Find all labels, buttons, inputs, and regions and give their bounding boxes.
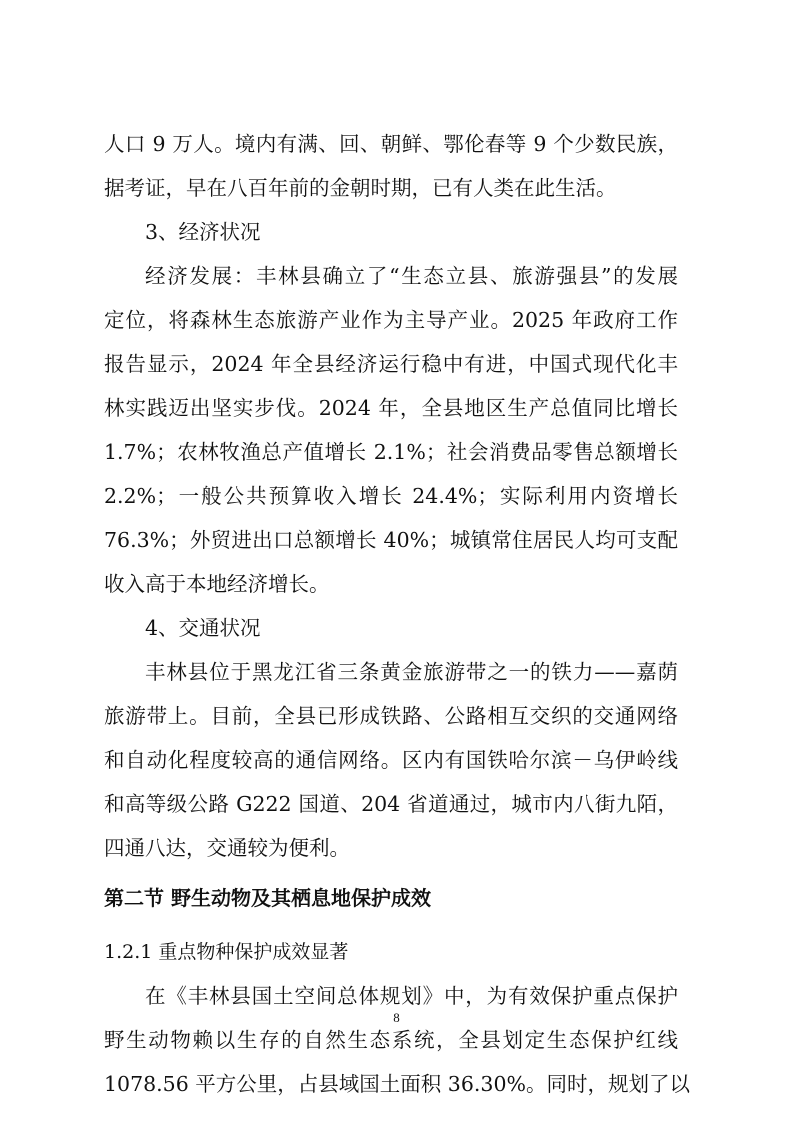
paragraph-line: 定位，将森林生态旅游产业作为主导产业。2025 年政府工作 <box>104 308 678 332</box>
paragraph-line: 丰林县位于黑龙江省三条黄金旅游带之一的铁力——嘉荫 <box>145 660 678 684</box>
paragraph-line: 报告显示，2024 年全县经济运行稳中有进，中国式现代化丰 <box>104 352 678 376</box>
paragraph-line: 在《丰林县国土空间总体规划》中，为有效保护重点保护 <box>145 984 678 1008</box>
paragraph-line: 1078.56 平方公里，占县域国土面积 36.30%。同时，规划了以 <box>104 1072 690 1096</box>
subsection-title: 1.2.1 重点物种保护成效显著 <box>104 941 349 963</box>
paragraph-line: 1.7%；农林牧渔总产值增长 2.1%；社会消费品零售总额增长 <box>104 440 678 464</box>
transport-heading: 4、交通状况 <box>145 616 261 640</box>
economy-heading: 3、经济状况 <box>145 220 261 244</box>
paragraph-line: 据考证，早在八百年前的金朝时期，已有人类在此生活。 <box>104 176 617 200</box>
paragraph-line: 林实践迈出坚实步伐。2024 年，全县地区生产总值同比增长 <box>104 396 678 420</box>
paragraph-line: 和自动化程度较高的通信网络。区内有国铁哈尔滨－乌伊岭线 <box>104 748 678 772</box>
paragraph-line: 四通八达，交通较为便利。 <box>104 836 350 860</box>
paragraph-line: 人口 9 万人。境内有满、回、朝鲜、鄂伦春等 9 个少数民族， <box>104 132 678 156</box>
paragraph-line: 76.3%；外贸进出口总额增长 40%；城镇常住居民人均可支配 <box>104 528 678 552</box>
paragraph-line: 2.2%；一般公共预算收入增长 24.4%；实际利用内资增长 <box>104 484 678 508</box>
page-number: 8 <box>393 1010 400 1025</box>
paragraph-line: 和高等级公路 G222 国道、204 省道通过，城市内八街九陌， <box>104 792 678 816</box>
paragraph-line: 经济发展：丰林县确立了“生态立县、旅游强县”的发展 <box>145 264 678 288</box>
paragraph-line: 野生动物赖以生存的自然生态系统，全县划定生态保护红线 <box>104 1028 678 1052</box>
paragraph-line: 收入高于本地经济增长。 <box>104 572 330 596</box>
section-title: 第二节 野生动物及其栖息地保护成效 <box>104 886 431 910</box>
paragraph-line: 旅游带上。目前，全县已形成铁路、公路相互交织的交通网络 <box>104 704 678 728</box>
